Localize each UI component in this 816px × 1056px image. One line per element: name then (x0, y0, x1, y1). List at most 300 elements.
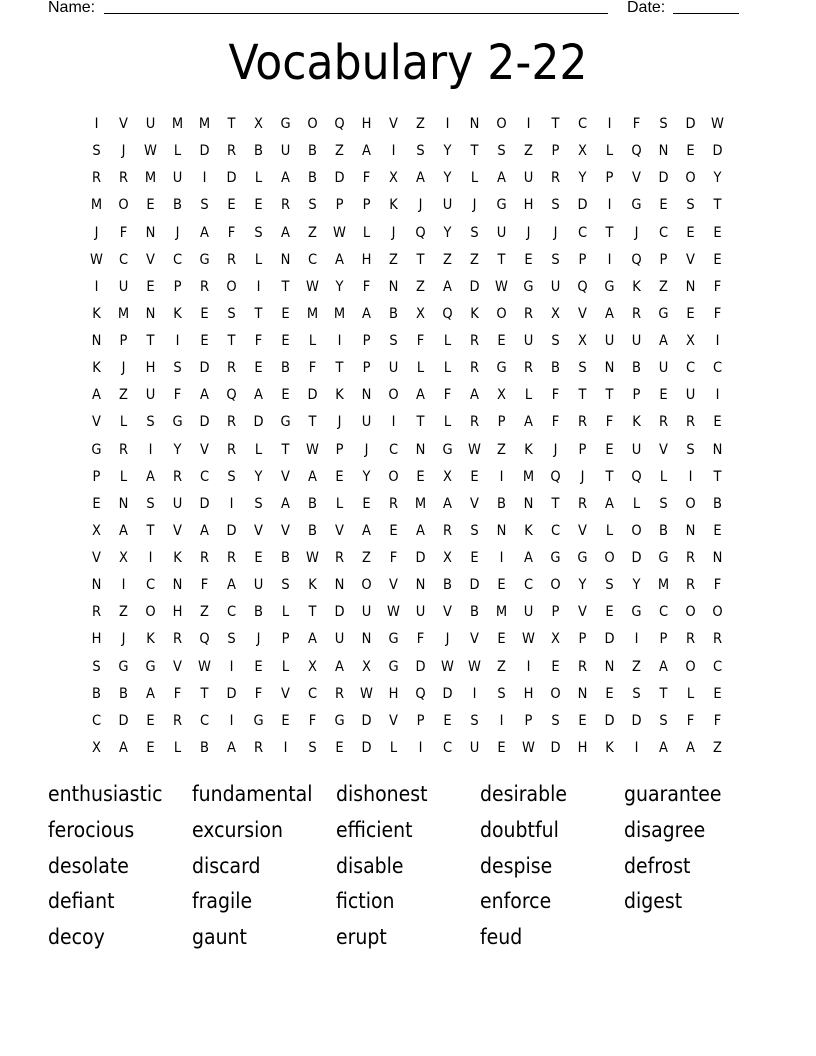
grid-letter[interactable]: I (175, 333, 180, 349)
grid-letter[interactable]: S (551, 333, 560, 349)
grid-letter[interactable]: T (551, 495, 560, 512)
grid-letter[interactable]: S (308, 739, 317, 756)
grid-letter[interactable]: C (307, 251, 318, 268)
grid-letter[interactable]: G (145, 658, 156, 675)
grid-letter[interactable]: P (524, 712, 533, 729)
grid-letter[interactable]: A (497, 170, 506, 187)
grid-letter[interactable]: T (578, 387, 587, 404)
grid-letter[interactable]: W (90, 251, 103, 268)
grid-letter[interactable]: J (472, 197, 477, 214)
grid-letter[interactable]: Z (335, 143, 344, 160)
grid-letter[interactable]: F (416, 631, 425, 648)
grid-letter[interactable]: C (199, 712, 210, 729)
grid-letter[interactable]: A (416, 170, 425, 187)
grid-letter[interactable]: P (362, 360, 371, 377)
grid-letter[interactable]: S (551, 712, 560, 729)
grid-letter[interactable]: I (229, 495, 234, 512)
grid-letter[interactable]: N (658, 143, 669, 160)
grid-letter[interactable]: J (445, 631, 450, 648)
grid-letter[interactable]: A (200, 522, 209, 539)
grid-letter[interactable]: E (146, 197, 155, 214)
grid-letter[interactable]: S (308, 197, 317, 214)
grid-letter[interactable]: O (307, 116, 318, 132)
grid-letter[interactable]: W (441, 658, 454, 675)
grid-letter[interactable]: D (469, 577, 480, 594)
grid-letter[interactable]: D (604, 631, 615, 648)
grid-letter[interactable]: I (499, 712, 504, 729)
grid-letter[interactable]: F (200, 577, 209, 594)
grid-letter[interactable]: U (550, 278, 561, 295)
grid-letter[interactable]: R (685, 631, 696, 648)
grid-letter[interactable]: N (334, 577, 345, 594)
grid-letter[interactable]: M (333, 305, 346, 322)
grid-letter[interactable]: O (145, 604, 156, 621)
grid-letter[interactable]: E (659, 387, 668, 404)
grid-letter[interactable]: D (199, 495, 210, 512)
grid-letter[interactable]: I (391, 414, 396, 431)
grid-letter[interactable]: X (308, 658, 317, 675)
grid-letter[interactable]: V (470, 631, 479, 648)
grid-letter[interactable]: S (686, 197, 695, 214)
grid-letter[interactable]: C (226, 604, 237, 621)
grid-letter[interactable]: F (254, 685, 263, 702)
grid-letter[interactable]: I (94, 278, 99, 295)
grid-letter[interactable]: M (144, 170, 157, 187)
grid-letter[interactable]: C (118, 251, 129, 268)
grid-letter[interactable]: L (254, 441, 263, 458)
grid-letter[interactable]: P (335, 441, 344, 458)
grid-letter[interactable]: Q (415, 224, 426, 241)
grid-letter[interactable]: I (607, 116, 612, 132)
grid-letter[interactable]: I (121, 577, 126, 594)
grid-letter[interactable]: A (254, 387, 263, 404)
grid-letter[interactable]: E (146, 739, 155, 756)
grid-letter[interactable]: A (227, 739, 236, 756)
grid-letter[interactable]: F (254, 333, 263, 349)
grid-letter[interactable]: W (360, 685, 373, 702)
grid-letter[interactable]: I (202, 170, 207, 187)
grid-letter[interactable]: R (91, 170, 102, 187)
grid-letter[interactable]: F (173, 387, 182, 404)
grid-letter[interactable]: W (198, 658, 211, 675)
grid-letter[interactable]: P (578, 441, 587, 458)
grid-letter[interactable]: N (604, 658, 615, 675)
grid-letter[interactable]: D (118, 712, 129, 729)
grid-letter[interactable]: M (306, 305, 319, 322)
grid-letter[interactable]: L (281, 604, 290, 621)
grid-letter[interactable]: W (711, 116, 724, 132)
grid-letter[interactable]: E (605, 441, 614, 458)
grid-letter[interactable]: N (712, 550, 723, 566)
grid-letter[interactable]: N (172, 577, 183, 594)
grid-letter[interactable]: P (632, 387, 641, 404)
grid-letter[interactable]: E (497, 333, 506, 349)
grid-letter[interactable]: A (200, 224, 209, 241)
grid-letter[interactable]: C (712, 658, 723, 675)
grid-letter[interactable]: R (172, 468, 183, 485)
grid-letter[interactable]: C (658, 604, 669, 621)
grid-letter[interactable]: Z (308, 224, 317, 241)
grid-letter[interactable]: Q (577, 278, 588, 295)
grid-letter[interactable]: T (200, 685, 209, 702)
grid-letter[interactable]: E (146, 712, 155, 729)
grid-letter[interactable]: T (146, 522, 155, 539)
grid-letter[interactable]: T (497, 251, 506, 268)
grid-letter[interactable]: E (686, 143, 695, 160)
grid-letter[interactable]: S (227, 305, 236, 322)
grid-letter[interactable]: R (334, 550, 345, 566)
grid-letter[interactable]: L (524, 387, 533, 404)
grid-letter[interactable]: E (713, 251, 722, 268)
grid-letter[interactable]: C (388, 441, 399, 458)
grid-letter[interactable]: D (685, 116, 696, 132)
grid-letter[interactable]: V (281, 685, 290, 702)
grid-letter[interactable]: O (388, 468, 399, 485)
grid-letter[interactable]: I (472, 685, 477, 702)
grid-letter[interactable]: G (280, 116, 291, 132)
grid-letter[interactable]: B (443, 577, 452, 594)
grid-letter[interactable]: S (227, 631, 236, 648)
grid-letter[interactable]: R (523, 360, 534, 377)
grid-letter[interactable]: X (443, 468, 452, 485)
grid-letter[interactable]: S (470, 224, 479, 241)
grid-letter[interactable]: T (416, 414, 425, 431)
grid-letter[interactable]: G (496, 197, 507, 214)
grid-letter[interactable]: A (146, 685, 155, 702)
grid-letter[interactable]: K (632, 414, 641, 431)
grid-letter[interactable]: J (391, 224, 396, 241)
grid-letter[interactable]: V (632, 170, 641, 187)
grid-letter[interactable]: P (578, 251, 587, 268)
grid-letter[interactable]: R (469, 360, 480, 377)
grid-letter[interactable]: L (416, 360, 425, 377)
grid-letter[interactable]: A (443, 278, 452, 295)
grid-letter[interactable]: R (631, 305, 642, 322)
grid-letter[interactable]: F (713, 577, 722, 594)
grid-letter[interactable]: I (607, 251, 612, 268)
grid-letter[interactable]: D (226, 170, 237, 187)
grid-letter[interactable]: J (553, 224, 558, 241)
grid-letter[interactable]: M (495, 604, 508, 621)
grid-letter[interactable]: N (415, 577, 426, 594)
grid-letter[interactable]: P (416, 712, 425, 729)
grid-letter[interactable]: I (499, 468, 504, 485)
grid-letter[interactable]: V (389, 577, 398, 594)
grid-letter[interactable]: S (173, 360, 182, 377)
grid-letter[interactable]: U (496, 224, 507, 241)
grid-letter[interactable]: N (496, 522, 507, 539)
grid-letter[interactable]: L (659, 468, 668, 485)
grid-letter[interactable]: Z (389, 251, 398, 268)
grid-letter[interactable]: E (578, 712, 587, 729)
grid-letter[interactable]: K (335, 387, 344, 404)
grid-letter[interactable]: O (496, 305, 507, 322)
grid-letter[interactable]: F (119, 224, 128, 241)
grid-letter[interactable]: E (281, 712, 290, 729)
grid-letter[interactable]: K (92, 360, 101, 377)
grid-letter[interactable]: D (334, 604, 345, 621)
grid-letter[interactable]: U (658, 360, 669, 377)
grid-letter[interactable]: N (118, 495, 129, 512)
grid-letter[interactable]: U (685, 387, 696, 404)
grid-letter[interactable]: T (713, 468, 722, 485)
grid-letter[interactable]: G (172, 414, 183, 431)
grid-letter[interactable]: X (497, 387, 506, 404)
grid-letter[interactable]: F (686, 712, 695, 729)
grid-letter[interactable]: Q (631, 143, 642, 160)
grid-letter[interactable]: C (577, 116, 588, 132)
grid-letter[interactable]: O (685, 658, 696, 675)
grid-letter[interactable]: J (634, 224, 639, 241)
grid-letter[interactable]: S (632, 685, 641, 702)
grid-letter[interactable]: F (443, 387, 452, 404)
grid-letter[interactable]: R (91, 604, 102, 621)
grid-letter[interactable]: S (146, 495, 155, 512)
grid-letter[interactable]: V (92, 550, 101, 566)
grid-letter[interactable]: I (229, 712, 234, 729)
grid-letter[interactable]: I (418, 739, 423, 756)
grid-letter[interactable]: M (414, 495, 427, 512)
grid-letter[interactable]: G (388, 658, 399, 675)
grid-letter[interactable]: Y (443, 224, 452, 241)
grid-letter[interactable]: A (200, 387, 209, 404)
grid-letter[interactable]: N (361, 387, 372, 404)
grid-letter[interactable]: H (145, 360, 156, 377)
grid-letter[interactable]: N (145, 224, 156, 241)
grid-letter[interactable]: R (388, 495, 399, 512)
grid-letter[interactable]: V (146, 251, 155, 268)
grid-letter[interactable]: M (198, 116, 211, 132)
grid-letter[interactable]: E (146, 278, 155, 295)
grid-letter[interactable]: T (308, 604, 317, 621)
grid-letter[interactable]: B (281, 360, 290, 377)
grid-letter[interactable]: I (229, 658, 234, 675)
grid-letter[interactable]: U (523, 170, 534, 187)
grid-letter[interactable]: P (335, 197, 344, 214)
grid-letter[interactable]: S (605, 577, 614, 594)
grid-letter[interactable]: I (283, 739, 288, 756)
grid-letter[interactable]: E (713, 685, 722, 702)
grid-letter[interactable]: A (308, 468, 317, 485)
grid-letter[interactable]: J (526, 224, 531, 241)
grid-letter[interactable]: X (551, 305, 560, 322)
grid-letter[interactable]: R (712, 631, 723, 648)
grid-letter[interactable]: B (389, 305, 398, 322)
grid-letter[interactable]: F (362, 170, 371, 187)
grid-letter[interactable]: R (685, 414, 696, 431)
grid-letter[interactable]: E (551, 658, 560, 675)
grid-letter[interactable]: B (200, 739, 209, 756)
grid-letter[interactable]: B (713, 495, 722, 512)
grid-letter[interactable]: I (94, 116, 99, 132)
name-blank-line[interactable] (104, 0, 608, 14)
grid-letter[interactable]: G (334, 712, 345, 729)
grid-letter[interactable]: J (121, 360, 126, 377)
grid-letter[interactable]: Y (362, 468, 371, 485)
grid-letter[interactable]: E (389, 522, 398, 539)
grid-letter[interactable]: F (173, 685, 182, 702)
grid-letter[interactable]: U (523, 333, 534, 349)
grid-letter[interactable]: U (145, 116, 156, 132)
grid-letter[interactable]: G (577, 550, 588, 566)
grid-letter[interactable]: S (470, 522, 479, 539)
grid-letter[interactable]: C (172, 251, 183, 268)
grid-letter[interactable]: F (713, 712, 722, 729)
grid-letter[interactable]: V (659, 441, 668, 458)
grid-letter[interactable]: X (578, 333, 587, 349)
grid-letter[interactable]: Z (497, 441, 506, 458)
grid-letter[interactable]: R (550, 170, 561, 187)
grid-letter[interactable]: V (578, 604, 587, 621)
grid-letter[interactable]: E (92, 495, 101, 512)
grid-letter[interactable]: U (604, 333, 615, 349)
grid-letter[interactable]: O (226, 278, 237, 295)
grid-letter[interactable]: S (659, 116, 668, 132)
grid-letter[interactable]: T (659, 685, 668, 702)
grid-letter[interactable]: A (659, 739, 668, 756)
grid-letter[interactable]: R (226, 550, 237, 566)
grid-letter[interactable]: V (335, 522, 344, 539)
grid-letter[interactable]: D (415, 550, 426, 566)
grid-letter[interactable]: S (200, 197, 209, 214)
grid-letter[interactable]: W (306, 278, 319, 295)
grid-letter[interactable]: O (685, 495, 696, 512)
grid-letter[interactable]: T (605, 468, 614, 485)
grid-letter[interactable]: K (524, 522, 533, 539)
grid-letter[interactable]: T (605, 387, 614, 404)
grid-letter[interactable]: E (254, 550, 263, 566)
grid-letter[interactable]: S (659, 712, 668, 729)
grid-letter[interactable]: C (91, 712, 102, 729)
grid-letter[interactable]: C (685, 360, 696, 377)
grid-letter[interactable]: S (254, 224, 263, 241)
grid-letter[interactable]: P (173, 278, 182, 295)
grid-letter[interactable]: O (631, 522, 642, 539)
grid-letter[interactable]: T (416, 251, 425, 268)
grid-letter[interactable]: U (442, 197, 453, 214)
grid-letter[interactable]: O (685, 170, 696, 187)
grid-letter[interactable]: Z (632, 658, 641, 675)
grid-letter[interactable]: E (497, 739, 506, 756)
grid-letter[interactable]: T (551, 116, 560, 132)
grid-letter[interactable]: D (334, 170, 345, 187)
grid-letter[interactable]: Q (415, 685, 426, 702)
grid-letter[interactable]: A (362, 305, 371, 322)
grid-letter[interactable]: Y (578, 577, 587, 594)
grid-letter[interactable]: E (713, 414, 722, 431)
grid-letter[interactable]: N (388, 278, 399, 295)
grid-letter[interactable]: A (308, 631, 317, 648)
grid-letter[interactable]: E (497, 577, 506, 594)
grid-letter[interactable]: E (227, 197, 236, 214)
grid-letter[interactable]: G (388, 631, 399, 648)
grid-letter[interactable]: Y (173, 441, 182, 458)
grid-letter[interactable]: D (226, 522, 237, 539)
grid-letter[interactable]: S (389, 333, 398, 349)
grid-letter[interactable]: E (524, 251, 533, 268)
grid-letter[interactable]: J (364, 441, 369, 458)
grid-letter[interactable]: B (308, 170, 317, 187)
grid-letter[interactable]: B (308, 522, 317, 539)
grid-letter[interactable]: R (172, 712, 183, 729)
grid-letter[interactable]: G (91, 441, 102, 458)
grid-letter[interactable]: W (387, 604, 400, 621)
grid-letter[interactable]: V (200, 441, 209, 458)
grid-letter[interactable]: Z (416, 116, 425, 132)
grid-letter[interactable]: R (523, 305, 534, 322)
grid-letter[interactable]: D (469, 278, 480, 295)
grid-letter[interactable]: S (92, 143, 101, 160)
grid-letter[interactable]: R (172, 631, 183, 648)
grid-letter[interactable]: S (146, 414, 155, 431)
grid-letter[interactable]: H (361, 116, 372, 132)
grid-letter[interactable]: I (634, 739, 639, 756)
grid-letter[interactable]: G (658, 550, 669, 566)
grid-letter[interactable]: B (308, 143, 317, 160)
grid-letter[interactable]: S (254, 495, 263, 512)
grid-letter[interactable]: S (416, 143, 425, 160)
grid-letter[interactable]: N (91, 577, 102, 594)
grid-letter[interactable]: H (361, 251, 372, 268)
grid-letter[interactable]: Y (254, 468, 263, 485)
grid-letter[interactable]: E (443, 712, 452, 729)
grid-letter[interactable]: I (715, 333, 720, 349)
grid-letter[interactable]: D (712, 143, 723, 160)
grid-letter[interactable]: N (523, 495, 534, 512)
grid-letter[interactable]: K (524, 441, 533, 458)
grid-letter[interactable]: B (254, 143, 263, 160)
grid-letter[interactable]: D (199, 143, 210, 160)
grid-letter[interactable]: A (605, 495, 614, 512)
grid-letter[interactable]: N (604, 360, 615, 377)
grid-letter[interactable]: E (281, 387, 290, 404)
grid-letter[interactable]: D (307, 387, 318, 404)
grid-letter[interactable]: T (254, 305, 263, 322)
grid-letter[interactable]: R (334, 685, 345, 702)
grid-letter[interactable]: A (416, 522, 425, 539)
grid-letter[interactable]: E (713, 224, 722, 241)
grid-letter[interactable]: S (686, 441, 695, 458)
grid-letter[interactable]: C (145, 577, 156, 594)
grid-letter[interactable]: B (308, 495, 317, 512)
grid-letter[interactable]: V (389, 116, 398, 132)
grid-letter[interactable]: V (119, 116, 128, 132)
grid-letter[interactable]: S (281, 577, 290, 594)
grid-letter[interactable]: H (577, 739, 588, 756)
grid-letter[interactable]: D (631, 712, 642, 729)
grid-letter[interactable]: E (335, 468, 344, 485)
grid-letter[interactable]: L (119, 414, 128, 431)
grid-letter[interactable]: X (92, 739, 101, 756)
grid-letter[interactable]: R (253, 739, 264, 756)
grid-letter[interactable]: B (632, 360, 641, 377)
grid-letter[interactable]: A (443, 495, 452, 512)
grid-letter[interactable]: P (659, 631, 668, 648)
grid-letter[interactable]: I (715, 387, 720, 404)
grid-letter[interactable]: D (199, 414, 210, 431)
grid-letter[interactable]: J (553, 441, 558, 458)
grid-letter[interactable]: G (199, 251, 210, 268)
grid-letter[interactable]: P (362, 333, 371, 349)
grid-letter[interactable]: P (92, 468, 101, 485)
grid-letter[interactable]: A (335, 658, 344, 675)
grid-letter[interactable]: H (172, 604, 183, 621)
grid-letter[interactable]: I (499, 550, 504, 566)
grid-letter[interactable]: O (550, 577, 561, 594)
grid-letter[interactable]: W (468, 658, 481, 675)
grid-letter[interactable]: G (658, 305, 669, 322)
grid-letter[interactable]: U (631, 441, 642, 458)
